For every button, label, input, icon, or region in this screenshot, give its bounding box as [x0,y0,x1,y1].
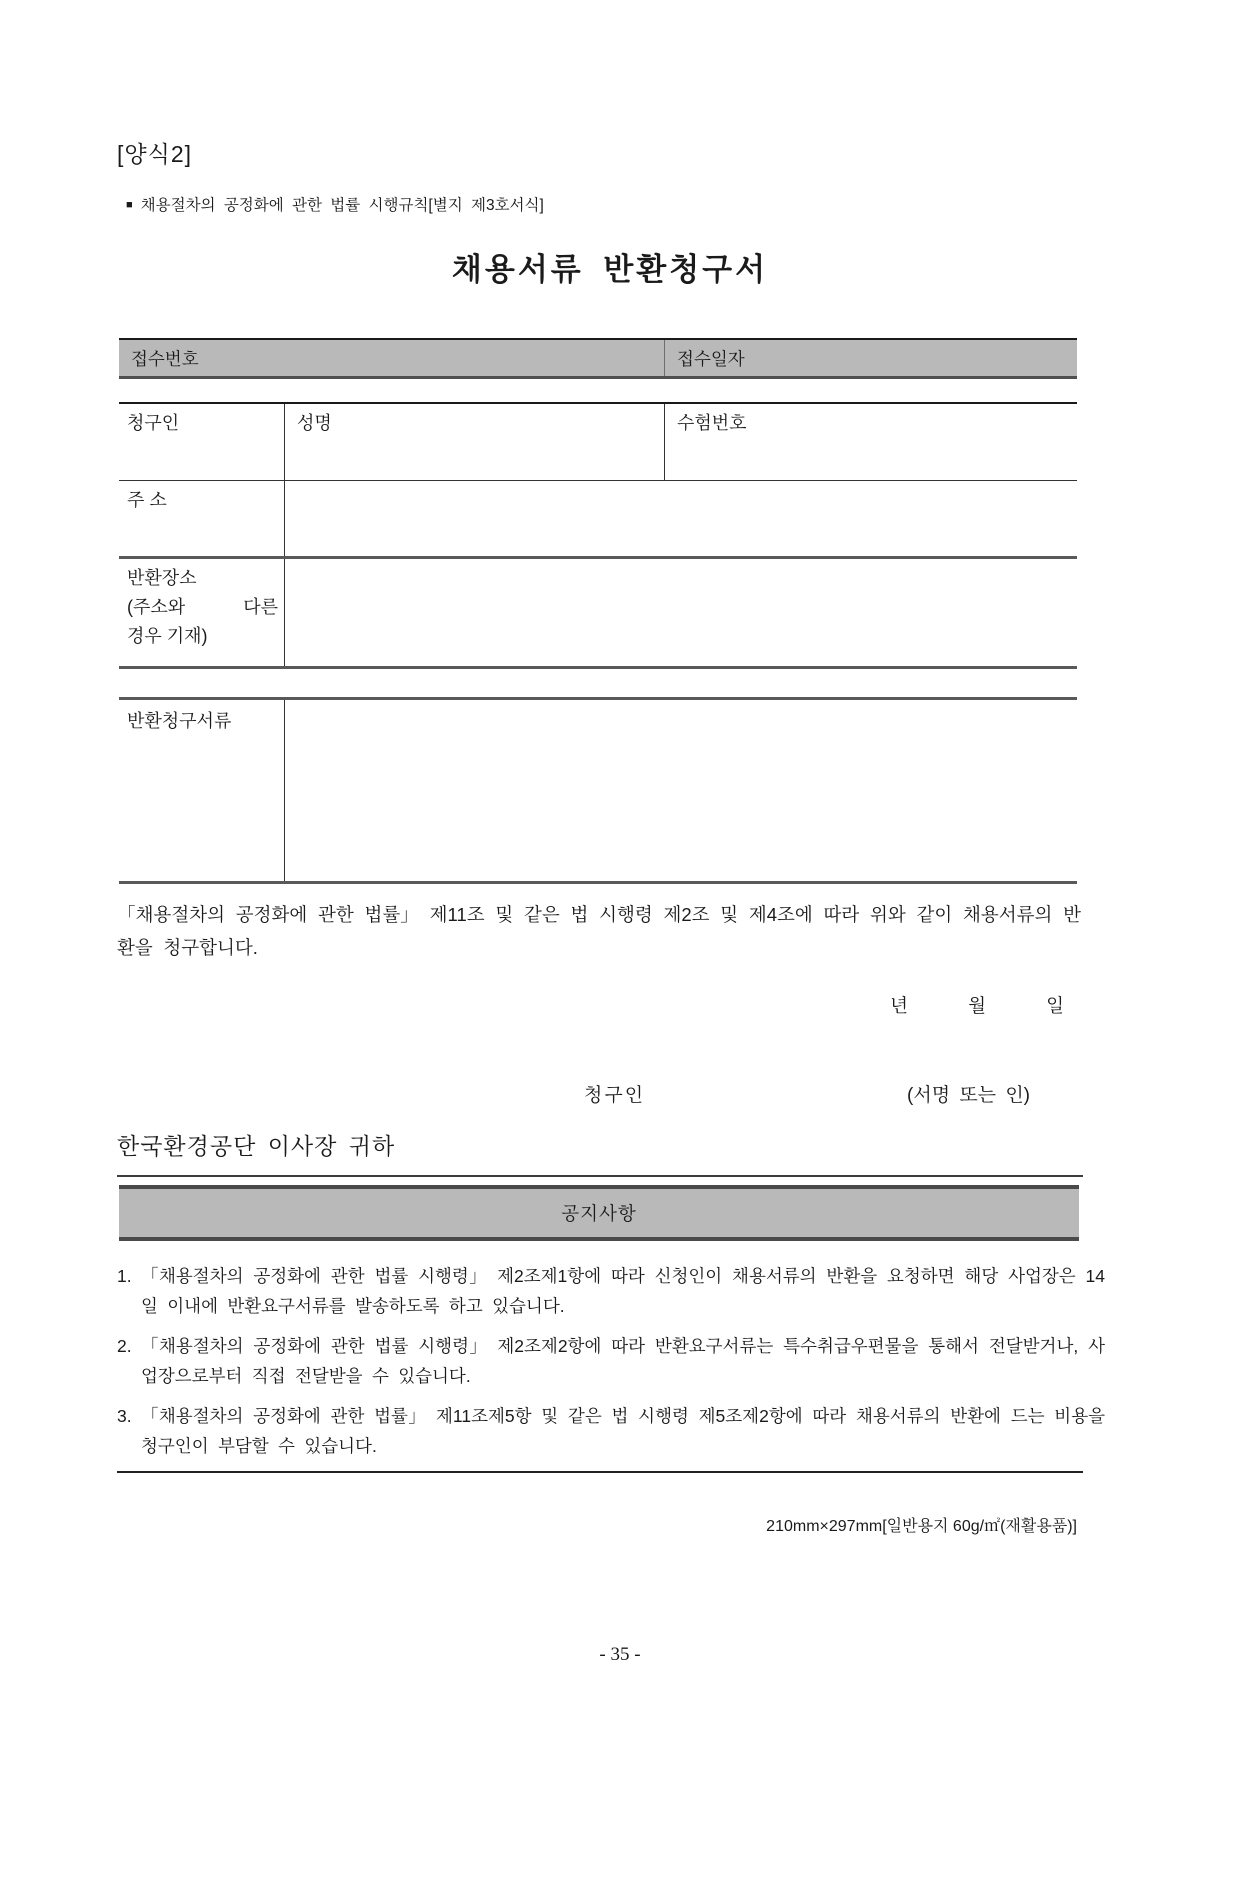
square-bullet-icon: ■ [126,199,133,211]
return-place-label-line2: (주소와 다른 [127,597,278,617]
addressee-line: 한국환경공단 이사장 귀하 [117,1133,396,1159]
applicant-info-table [119,402,1077,669]
table-row-return-place [119,559,1077,669]
notice-text: 「채용절차의 공정화에 관한 법률」 제11조제5항 및 같은 법 시행령 제5조제2항에 따라 채용서류의 반환에 드는 비용을 청구인이 부담할 수 있습니다. [141,1406,1105,1456]
divider-line-bottom [117,1471,1083,1473]
receipt-date-cell: 접수일자 [677,348,745,369]
return-place-value-cell [285,559,1077,666]
notice-number: 3. [117,1406,132,1426]
paper-spec-note: 210mm×297mm[일반용지 60g/㎡(재활용품)] [766,1518,1077,1535]
receipt-number-cell: 접수번호 [119,340,665,376]
form-tag: [양식2] [117,141,193,167]
page-title: 채용서류 반환청구서 [451,252,769,287]
document-page [117,140,1105,1667]
notice-item-3 [117,1401,1105,1461]
return-place-label-line3: 경우 기재) [127,626,208,646]
receipt-header-row [119,338,1077,379]
rule-reference-note [126,195,1077,216]
exam-number-label-cell: 수험번호 [677,413,747,433]
return-docs-table [119,697,1077,884]
address-value-cell [285,481,1077,556]
address-label-cell: 주 소 [119,481,285,556]
table-row-claimant [119,404,1077,481]
date-day-label: 일 [1046,995,1064,1016]
notice-header-bar: 공지사항 [119,1185,1079,1241]
notice-number: 1. [117,1266,132,1286]
claimant-label-cell: 청구인 [119,404,285,480]
notice-text: 「채용절차의 공정화에 관한 법률 시행령」 제2조제2항에 따라 반환요구서류는 특수취급우편물을 통해서 전달받거나, 사업장으로부터 직접 전달받을 수 있습니다. [141,1336,1105,1386]
signature-seal-note: (서명 또는 인) [907,1085,1030,1106]
notice-list [117,1261,1105,1461]
date-year-label: 년 [890,995,908,1016]
date-line [119,993,1077,1019]
notice-text: 「채용절차의 공정화에 관한 법률 시행령」 제2조제1항에 따라 신청인이 채용서류의 반환을 요청하면 해당 사업장은 14일 이내에 반환요구서류를 발송하도록 하고 있습니다. [141,1266,1105,1316]
date-month-label: 월 [968,995,986,1016]
rule-reference-text: 채용절차의 공정화에 관한 법률 시행규칙[별지 제3호서식] [140,197,544,214]
declaration-paragraph: 「채용절차의 공정화에 관한 법률」 제11조 및 같은 법 시행령 제2조 및 제4조에 따라 위와 같이 채용서류의 반환을 청구합니다. [117,904,1081,958]
name-label-cell: 성명 [285,404,665,480]
page-number: - 35 - [599,1644,641,1665]
signature-claimant-label: 청구인 [584,1085,646,1106]
return-docs-label-cell: 반환청구서류 [119,700,285,881]
return-place-label-cell [119,559,285,666]
notice-item-2 [117,1331,1105,1391]
notice-number: 2. [117,1336,132,1356]
return-place-label-line1: 반환장소 [127,568,197,588]
table-row-address [119,481,1077,559]
return-docs-value-cell [285,700,1077,881]
notice-item-1 [117,1261,1105,1321]
signature-line [119,1083,1077,1109]
divider-line-thin [117,1175,1083,1177]
